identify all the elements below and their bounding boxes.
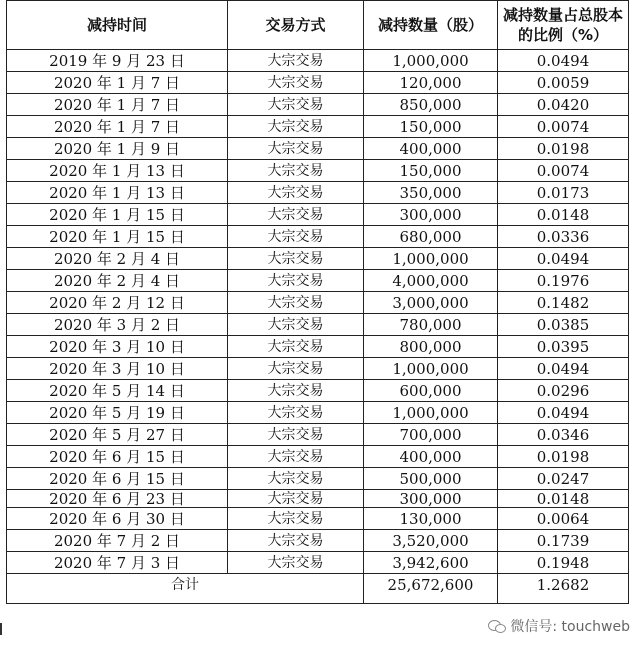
header-ratio: 减持数量占总股本的比例（%） <box>498 1 629 50</box>
cell-ratio: 0.0148 <box>498 204 629 226</box>
cell-quantity: 3,000,000 <box>364 292 498 314</box>
cell-quantity: 4,000,000 <box>364 270 498 292</box>
table-row <box>7 380 629 402</box>
cell-date: 2020 年 6 月 15 日 <box>7 468 228 490</box>
cell-ratio: 0.0385 <box>498 314 629 336</box>
cell-date: 2020 年 6 月 15 日 <box>7 446 228 468</box>
watermark <box>486 616 632 636</box>
cell-ratio: 0.0296 <box>498 380 629 402</box>
cell-ratio: 0.1739 <box>498 530 629 552</box>
cell-date: 2020 年 1 月 15 日 <box>7 226 228 248</box>
wechat-icon <box>488 619 506 633</box>
cell-ratio: 0.0420 <box>498 94 629 116</box>
cell-method: 大宗交易 <box>228 50 364 72</box>
cell-quantity: 400,000 <box>364 138 498 160</box>
cell-quantity: 1,000,000 <box>364 358 498 380</box>
cell-method: 大宗交易 <box>228 94 364 116</box>
table-row <box>7 248 629 270</box>
cell-quantity: 3,942,600 <box>364 552 498 574</box>
watermark-text: 微信号: touchweb <box>510 619 630 635</box>
cell-ratio: 0.0336 <box>498 226 629 248</box>
cell-quantity: 150,000 <box>364 160 498 182</box>
table-row <box>7 116 629 138</box>
table-row <box>7 270 629 292</box>
table-row <box>7 314 629 336</box>
cell-ratio: 0.0494 <box>498 402 629 424</box>
cell-ratio: 0.1976 <box>498 270 629 292</box>
table-row <box>7 336 629 358</box>
cell-method: 大宗交易 <box>228 336 364 358</box>
cell-quantity: 850,000 <box>364 94 498 116</box>
cell-date: 2020 年 6 月 30 日 <box>7 508 228 530</box>
table-row <box>7 138 629 160</box>
reduction-table <box>6 0 629 604</box>
cell-date: 2020 年 2 月 4 日 <box>7 270 228 292</box>
cell-ratio: 0.0173 <box>498 182 629 204</box>
header-date: 减持时间 <box>7 1 228 50</box>
cell-method: 大宗交易 <box>228 292 364 314</box>
cell-method: 大宗交易 <box>228 270 364 292</box>
cell-date: 2020 年 1 月 7 日 <box>7 94 228 116</box>
table-row <box>7 552 629 574</box>
cell-date: 2020 年 5 月 14 日 <box>7 380 228 402</box>
cell-quantity: 120,000 <box>364 72 498 94</box>
cell-method: 大宗交易 <box>228 204 364 226</box>
table-row <box>7 424 629 446</box>
cell-quantity: 800,000 <box>364 336 498 358</box>
cell-ratio: 0.1482 <box>498 292 629 314</box>
cell-method: 大宗交易 <box>228 490 364 508</box>
table-row <box>7 226 629 248</box>
cell-ratio: 0.0074 <box>498 116 629 138</box>
cell-date: 2020 年 1 月 15 日 <box>7 204 228 226</box>
total-quantity: 25,672,600 <box>364 574 498 604</box>
cell-date: 2020 年 1 月 13 日 <box>7 160 228 182</box>
cell-quantity: 700,000 <box>364 424 498 446</box>
table-row <box>7 446 629 468</box>
cell-method: 大宗交易 <box>228 138 364 160</box>
table-row <box>7 50 629 72</box>
total-row <box>7 574 629 604</box>
cell-quantity: 600,000 <box>364 380 498 402</box>
cell-date: 2020 年 1 月 7 日 <box>7 72 228 94</box>
cell-quantity: 780,000 <box>364 314 498 336</box>
cell-quantity: 400,000 <box>364 446 498 468</box>
cell-date: 2020 年 5 月 19 日 <box>7 402 228 424</box>
cell-quantity: 300,000 <box>364 204 498 226</box>
table-row <box>7 530 629 552</box>
table-row <box>7 292 629 314</box>
cell-method: 大宗交易 <box>228 160 364 182</box>
cell-method: 大宗交易 <box>228 182 364 204</box>
cell-quantity: 1,000,000 <box>364 50 498 72</box>
cell-method: 大宗交易 <box>228 248 364 270</box>
total-ratio: 1.2682 <box>498 574 629 604</box>
cell-date: 2020 年 5 月 27 日 <box>7 424 228 446</box>
header-quantity: 减持数量（股） <box>364 1 498 50</box>
cell-ratio: 0.0059 <box>498 72 629 94</box>
cell-ratio: 0.0494 <box>498 358 629 380</box>
cell-method: 大宗交易 <box>228 314 364 336</box>
cell-quantity: 300,000 <box>364 490 498 508</box>
cell-method: 大宗交易 <box>228 402 364 424</box>
cell-method: 大宗交易 <box>228 226 364 248</box>
table-header-row <box>7 1 629 50</box>
table-row <box>7 204 629 226</box>
cell-date: 2020 年 3 月 10 日 <box>7 358 228 380</box>
cell-ratio: 0.0198 <box>498 446 629 468</box>
cell-date: 2020 年 2 月 4 日 <box>7 248 228 270</box>
table-row <box>7 508 629 530</box>
cell-method: 大宗交易 <box>228 446 364 468</box>
cell-date: 2019 年 9 月 23 日 <box>7 50 228 72</box>
table-row <box>7 358 629 380</box>
cell-method: 大宗交易 <box>228 424 364 446</box>
cell-ratio: 0.0494 <box>498 248 629 270</box>
cell-quantity: 680,000 <box>364 226 498 248</box>
cell-ratio: 0.0346 <box>498 424 629 446</box>
cell-quantity: 130,000 <box>364 508 498 530</box>
cell-method: 大宗交易 <box>228 358 364 380</box>
cell-date: 2020 年 1 月 9 日 <box>7 138 228 160</box>
table-row <box>7 182 629 204</box>
cell-method: 大宗交易 <box>228 508 364 530</box>
cell-date: 2020 年 3 月 2 日 <box>7 314 228 336</box>
cell-ratio: 0.0198 <box>498 138 629 160</box>
cell-method: 大宗交易 <box>228 116 364 138</box>
cell-date: 2020 年 7 月 2 日 <box>7 530 228 552</box>
cell-ratio: 0.1948 <box>498 552 629 574</box>
table-row <box>7 72 629 94</box>
cell-method: 大宗交易 <box>228 72 364 94</box>
cell-ratio: 0.0247 <box>498 468 629 490</box>
cell-ratio: 0.0395 <box>498 336 629 358</box>
table-row <box>7 490 629 508</box>
table-row <box>7 468 629 490</box>
cell-method: 大宗交易 <box>228 380 364 402</box>
cell-date: 2020 年 3 月 10 日 <box>7 336 228 358</box>
cell-date: 2020 年 7 月 3 日 <box>7 552 228 574</box>
cell-quantity: 500,000 <box>364 468 498 490</box>
cell-ratio: 0.0148 <box>498 490 629 508</box>
page-edge-mark <box>0 623 2 635</box>
cell-ratio: 0.0064 <box>498 508 629 530</box>
cell-date: 2020 年 2 月 12 日 <box>7 292 228 314</box>
cell-ratio: 0.0074 <box>498 160 629 182</box>
cell-date: 2020 年 1 月 7 日 <box>7 116 228 138</box>
cell-quantity: 150,000 <box>364 116 498 138</box>
cell-quantity: 1,000,000 <box>364 248 498 270</box>
table-row <box>7 402 629 424</box>
header-method: 交易方式 <box>228 1 364 50</box>
table-body <box>7 50 629 604</box>
cell-method: 大宗交易 <box>228 552 364 574</box>
table-row <box>7 94 629 116</box>
cell-date: 2020 年 1 月 13 日 <box>7 182 228 204</box>
cell-method: 大宗交易 <box>228 530 364 552</box>
cell-method: 大宗交易 <box>228 468 364 490</box>
cell-quantity: 350,000 <box>364 182 498 204</box>
cell-ratio: 0.0494 <box>498 50 629 72</box>
cell-quantity: 1,000,000 <box>364 402 498 424</box>
table-row <box>7 160 629 182</box>
cell-quantity: 3,520,000 <box>364 530 498 552</box>
cell-date: 2020 年 6 月 23 日 <box>7 490 228 508</box>
total-label: 合计 <box>7 574 364 604</box>
